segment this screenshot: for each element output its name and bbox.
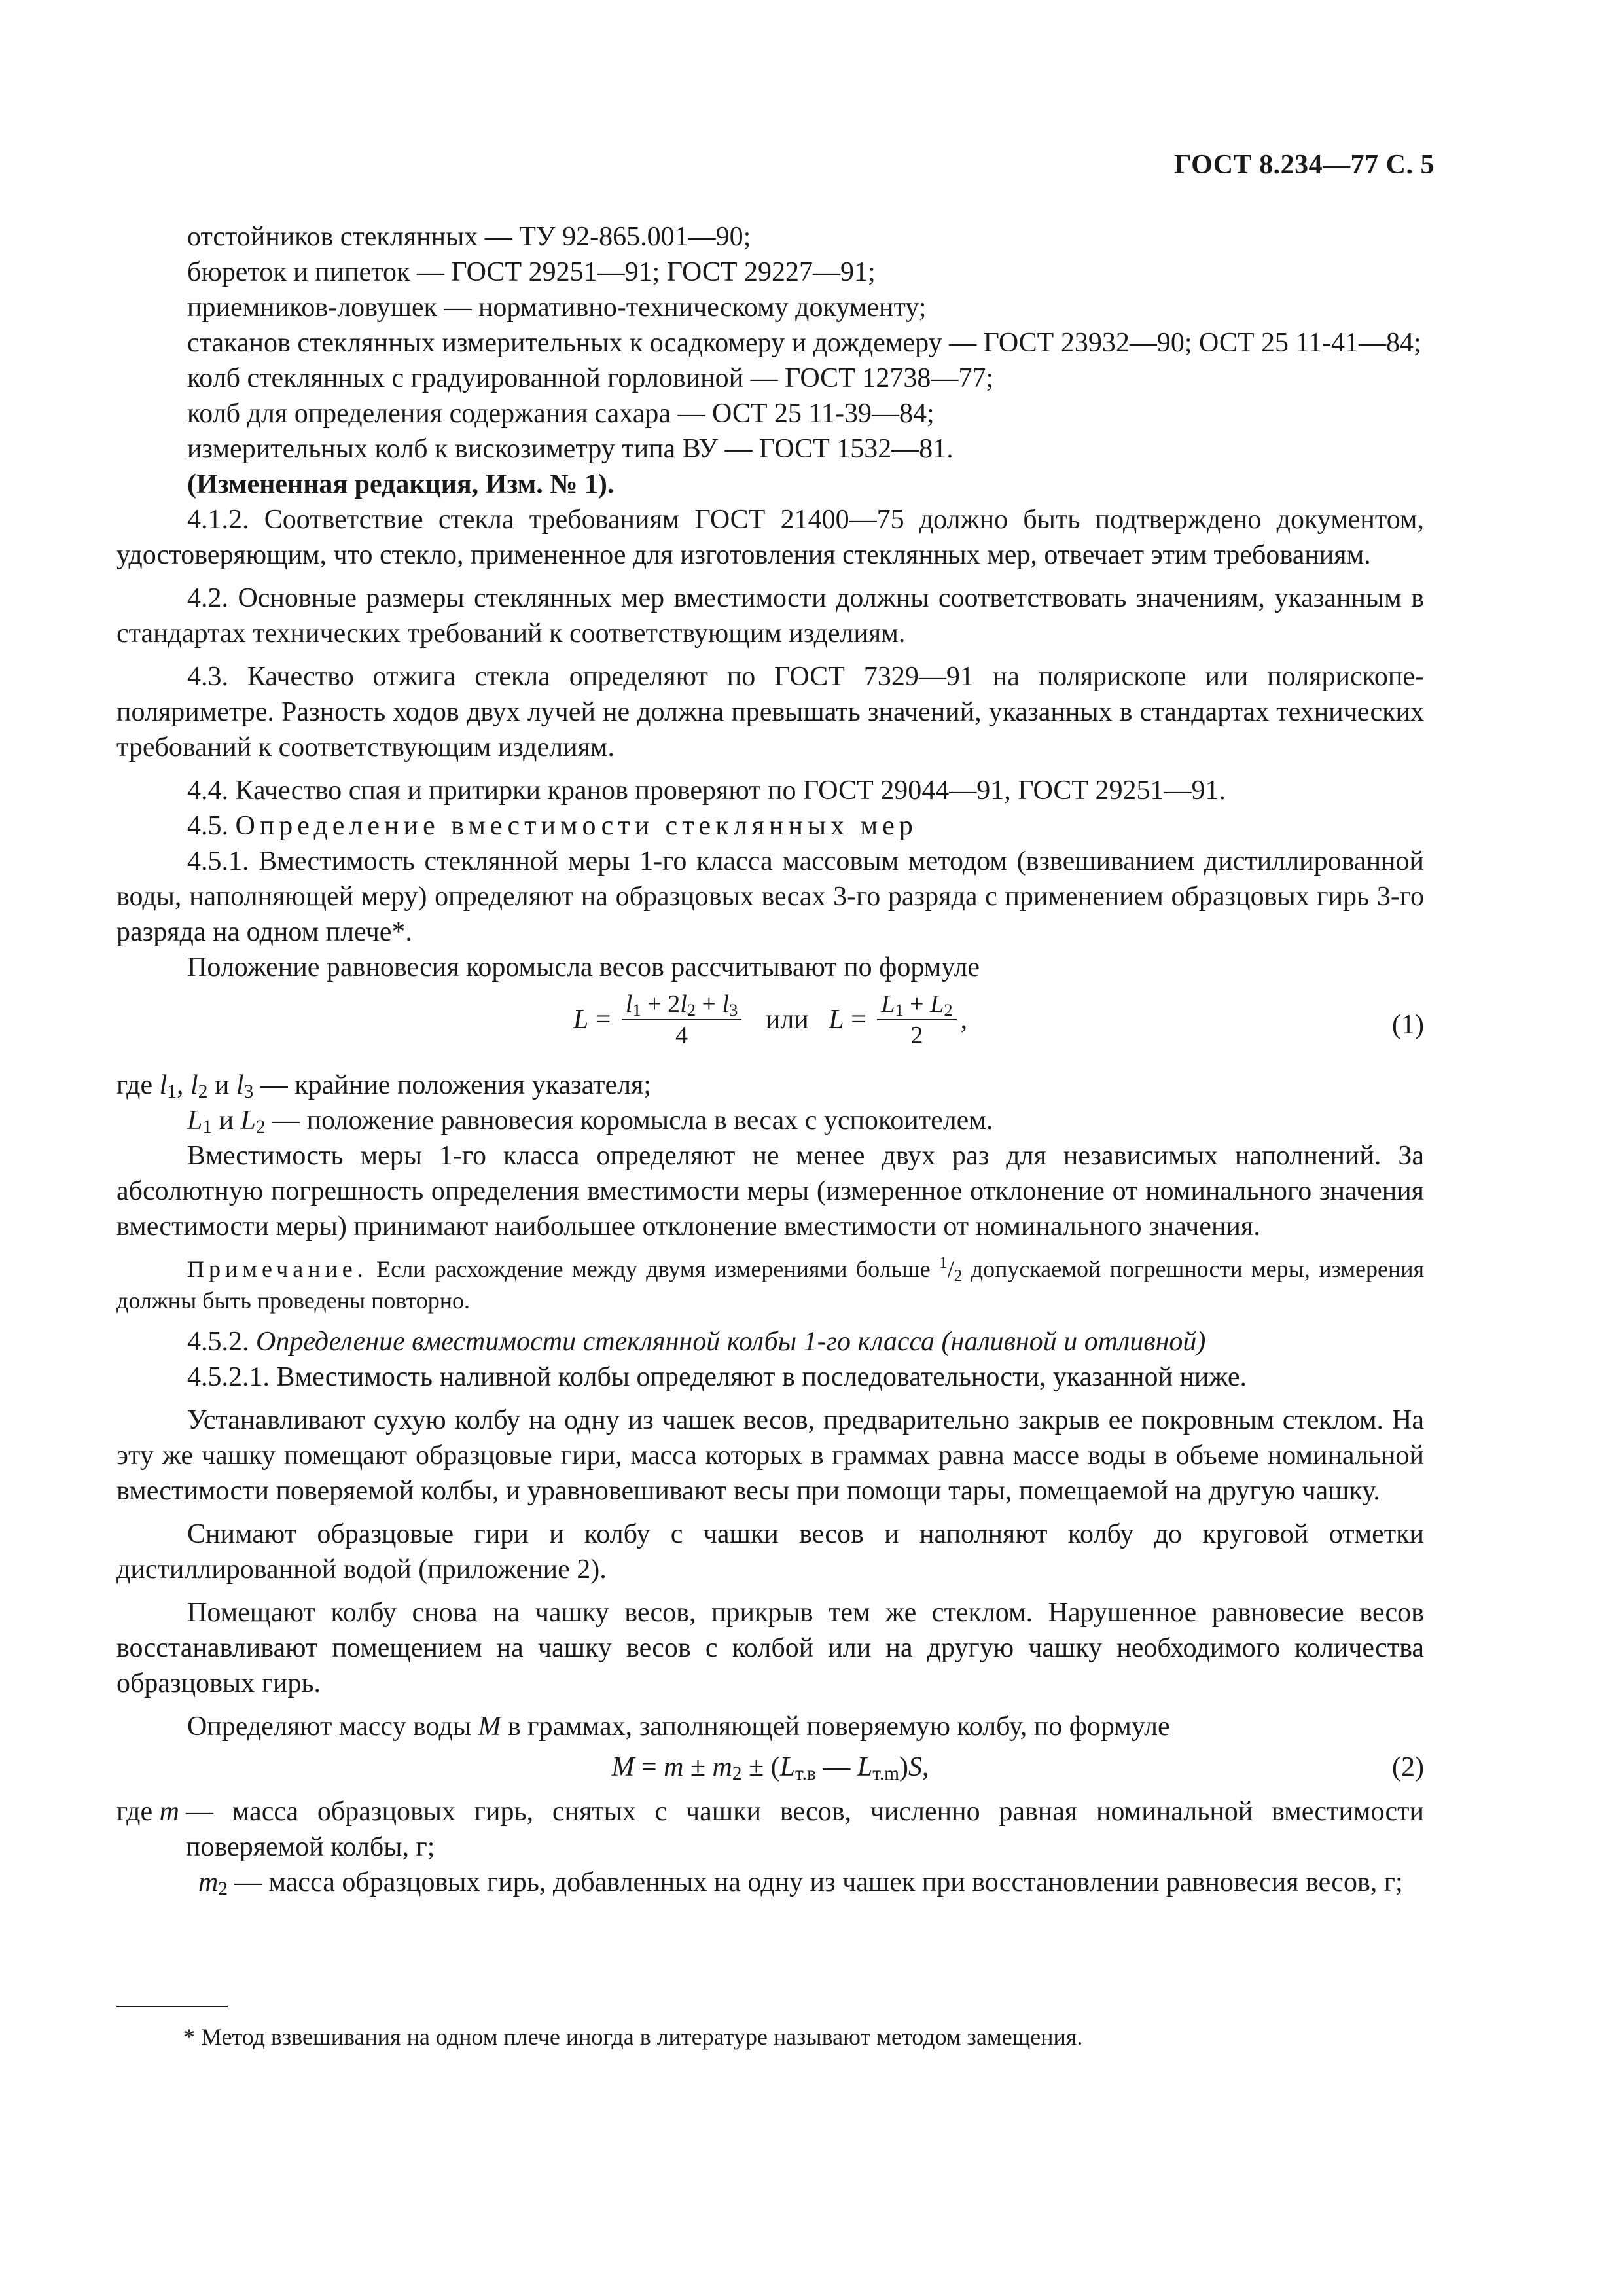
where-def: — масса образцовых гирь, добавленных на одну из чашек при восстановлении равновесия весов, г; — [234, 1867, 1403, 1897]
where-line: $L_1$ и $L_2$ — положение равновесия коромысла в весах с успокоителем. — [187, 1105, 993, 1138]
list-item: бюреток и пипеток — ГОСТ 29251—91; ГОСТ 29227—91; — [187, 257, 876, 287]
paragraph-4-5-1: 4.5.1. Вместимость стеклянной меры 1-го класса массовым методом (взвешиванием дистиллированной воды, наполняющей меру) определяют на образцовых весах 3-го разряда с применением образцовых гирь 3-го разряда на одном плече*. — [116, 846, 1424, 947]
paragraph-4-2: 4.2. Основные размеры стеклянных мер вместимости должны соответствовать значениям, указанным в стандартах технических требований к соответствующим изделиям. — [116, 583, 1424, 649]
section-heading-4-5-2: 4.5.2. Определение вместимости стеклянной колбы 1-го класса (наливной и отливной) — [187, 1327, 1206, 1357]
list-item: приемников-ловушек — нормативно-техническому документу; — [187, 293, 927, 323]
paragraph-4-4: 4.4. Качество спая и притирки кранов проверяют по ГОСТ 29044—91, ГОСТ 29251—91. — [187, 776, 1226, 806]
formula-1 — [116, 989, 1424, 1061]
section-title-italic: Определение вместимости стеклянной колбы 1-го класса (наливной и отливной) — [256, 1327, 1206, 1357]
formula-2-number: (2) — [1392, 1752, 1424, 1782]
footnote-divider — [116, 2006, 228, 2007]
formula-2-expression: $M = m \pm m_2 \pm (L_{т.в}$ — $L_{т.m})S$, — [611, 1752, 929, 1784]
page-header: ГОСТ 8.234—77 С. 5 — [1173, 150, 1435, 180]
paragraph-4-5-2-1: 4.5.2.1. Вместимость наливной колбы определяют в последовательности, указанной ниже. — [187, 1362, 1247, 1392]
paragraph-4-1-2: 4.1.2. Соответствие стекла требованиям ГОСТ 21400—75 должно быть подтверждено документом, удостоверяющим, что стекло, примененное для изготовления стеклянных мер, отвечает этим требованиям. — [116, 505, 1424, 570]
where-def: — положение равновесия коромысла в весах с успокоителем. — [272, 1105, 993, 1136]
section-heading-4-5 — [116, 808, 1424, 844]
list-item: колб для определения содержания сахара — ОСТ 25 11-39—84; — [187, 399, 935, 429]
note-label: Примечание. — [187, 1256, 368, 1282]
where-line: $m_2$ — масса образцовых гирь, добавленных на одну из чашек при восстановлении равновесия весов, г; — [116, 1865, 1424, 1900]
amendment-note: (Измененная редакция, Изм. № 1). — [187, 469, 615, 499]
formula-2 — [116, 1749, 1424, 1790]
footnote: * Метод взвешивания на одном плече иногда в литературе называют методом замещения. — [183, 2024, 1083, 2050]
section-title: Определение вместимости стеклянных мер — [235, 811, 918, 841]
paragraph-remove: Снимают образцовые гири и колбу с чашки весов и наполняют колбу до круговой отметки дистиллированной водой (приложение 2). — [116, 1519, 1424, 1585]
paragraph-place: Помещают колбу снова на чашку весов, прикрыв тем же стеклом. Нарушенное равновесие весов восстанавливают помещением на чашку весов с колбой или на другую чашку необходимого количества образцовых гирь. — [116, 1598, 1424, 1698]
formula-intro: Положение равновесия коромысла весов рассчитывают по формуле — [187, 952, 980, 982]
section-number: 4.5. — [187, 811, 228, 841]
paragraph-4-3: 4.3. Качество отжига стекла определяют по ГОСТ 7329—91 на полярископе или полярископе-поляриметре. Разность ходов двух лучей не должна превышать значений, указанных в стандартах технических требований к соответствующим изделиям. — [116, 662, 1424, 762]
where-def: — масса образцовых гирь, снятых с чашки весов, численно равная номинальной вместимости поверяемой колбы, г; — [186, 1797, 1424, 1862]
where-def: — крайние положения указателя; — [260, 1070, 652, 1100]
paragraph-mass: Определяют массу воды M в граммах, заполняющей поверяемую колбу, по формуле — [187, 1712, 1170, 1742]
where-line: где $l_1$, $l_2$ и $l_3$ — крайние положения указателя; — [116, 1070, 652, 1102]
list-item: измерительных колб к вискозиметру типа ВУ — ГОСТ 1532—81. — [187, 434, 954, 464]
document-body — [116, 219, 1424, 1900]
formula-1-number: (1) — [1392, 1010, 1424, 1040]
paragraph-capacity: Вместимость меры 1-го класса определяют не менее двух раз для независимых наполнений. За абсолютную погрешность определения вместимости меры (измеренное отклонение от номинального значения вместимости меры) принимают наибольшее отклонение вместимости от номинального значения. — [116, 1141, 1424, 1242]
note: Примечание. Если расхождение между двумя измерениями больше $^1/_2$ допускаемой погрешности меры, измерения должны быть проведены повторно. — [116, 1254, 1425, 1314]
where-line: где m — масса образцовых гирь, снятых с чашки весов, численно равная номинальной вместимости поверяемой колбы, г; — [116, 1794, 1424, 1865]
list-item: отстойников стеклянных — ТУ 92-865.001—90; — [187, 222, 751, 252]
paragraph-setup: Устанавливают сухую колбу на одну из чашек весов, предварительно закрыв ее покровным стеклом. На эту же чашку помещают образцовые гири, масса которых в граммах равна массе воды в объеме номинальной вместимости поверяемой колбы, и уравновешивают весы при помощи тары, помещаемой на другую чашку. — [116, 1405, 1424, 1506]
formula-1-expression: L = $\frac{l_1 + 2l_2 + l_3}{4}$ или L = $\frac{L_1 + L_2}{2}$ , — [573, 990, 968, 1049]
list-item: колб стеклянных с градуированной горловиной — ГОСТ 12738—77; — [187, 363, 994, 393]
formula-or-word: или — [765, 1005, 809, 1035]
list-item: стаканов стеклянных измерительных к осадкомеру и дождемеру — ГОСТ 23932—90; ОСТ 25 11-41—84; — [187, 328, 1421, 358]
